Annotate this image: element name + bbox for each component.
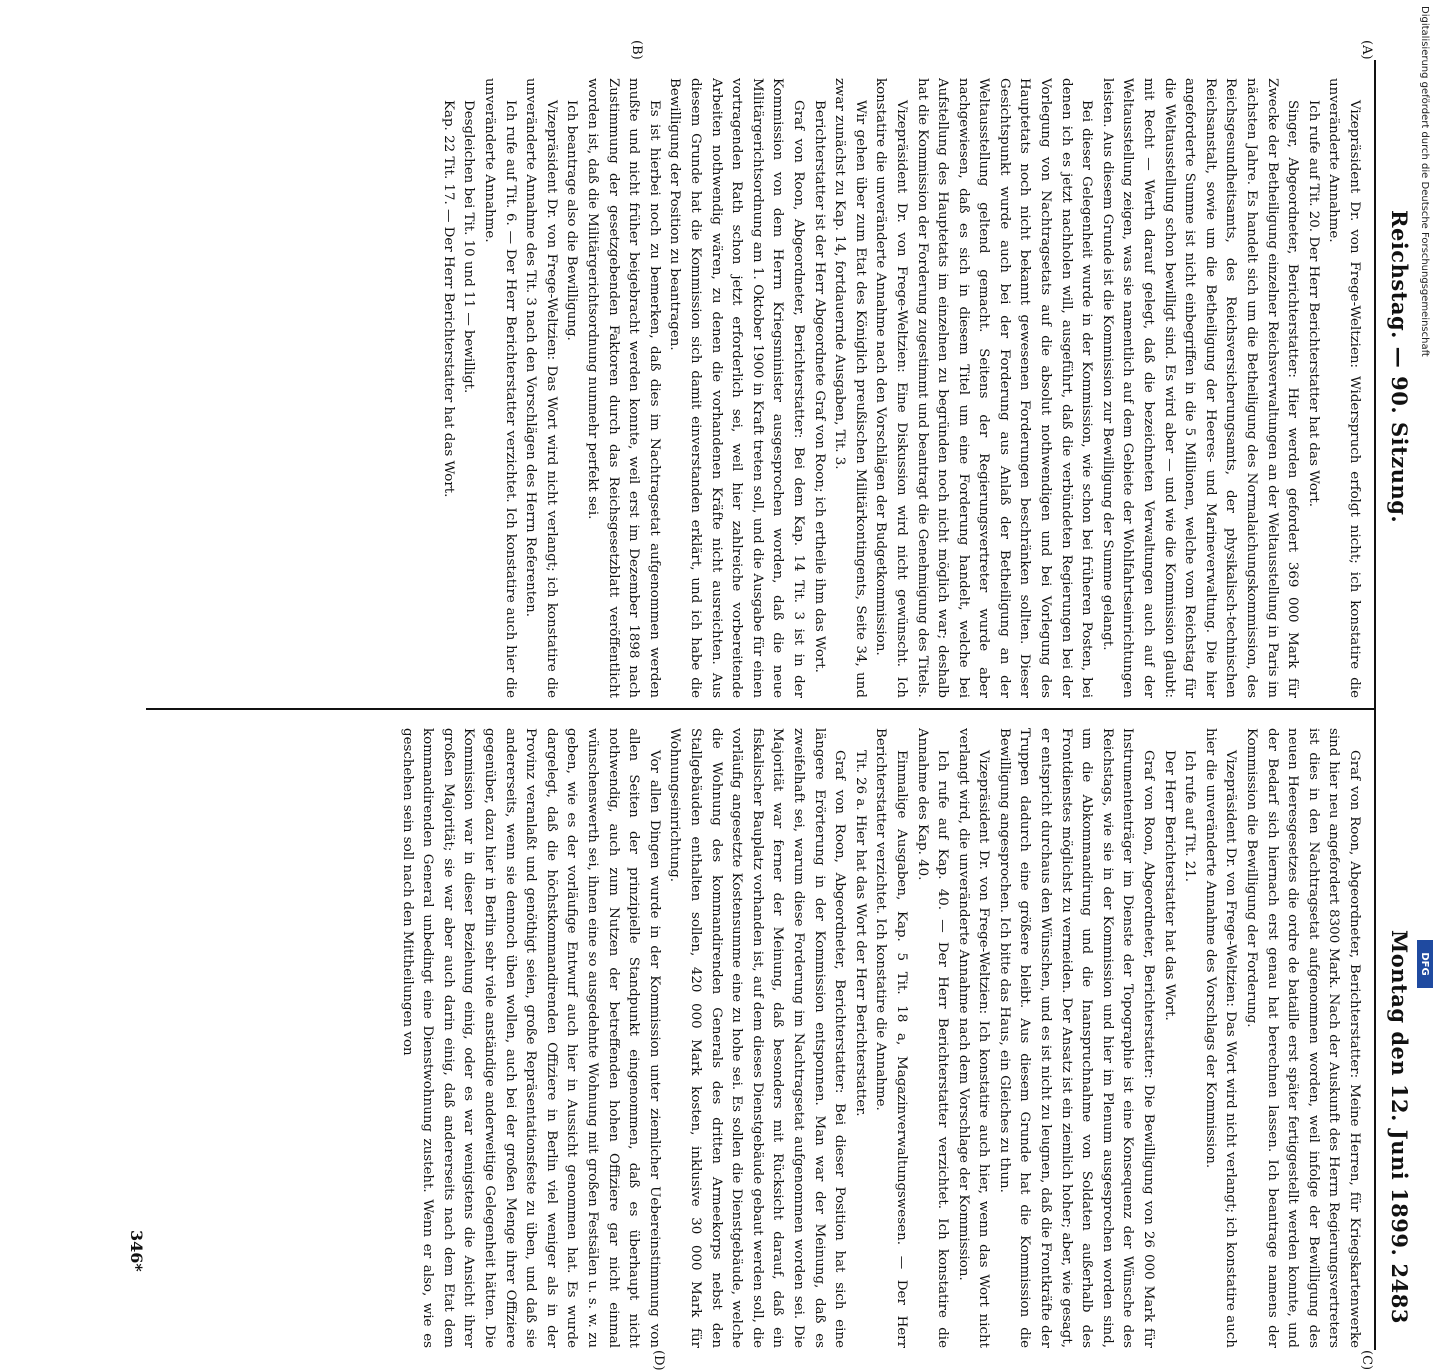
credit-text: Digitalisierung gefördert durch die Deutsche Forschungsgemeinschaft [1419,6,1430,357]
paragraph: Singer, Abgeordneter, Berichterstatter: Hier werden gefordert 369 000 Mark für Zwecke der Betheiligung einzelner Reichsverwaltungen an der Weltausstellung in Paris im nächsten Jahre. Es handelt sich um die Betheiligung des Normalaichungskommission, des Reichsgesundheitsamts, des Reichsversicherungsamts, der physikalisch-technischen Reichsanstalt, sowie um die Betheiligung der Heeres- und Marineverwaltung. Die hier angeforderte Summe ist nicht einbegriffen in die 5 Millionen, welche vom Reichstag für die Weltausstellung schon bewilligt sind. Es wird aber — und wie die Kommission glaubt: mit Recht — Werth darauf gelegt, daß die bezeichneten Verwaltungen auch auf der Weltausstellung zeigen, was sie namentlich auf dem Gebiete der Wohlfahrtseinrichtungen leisten. Aus diesem Grunde ist die Kommission zur Bewilligung der Summe gelangt. [1099,78,1301,698]
paragraph: Vizepräsident Dr. von Frege-Weltzien: Das Wort wird nicht verlangt; ich konstatire auch hier die unveränderte Annahme des Vorschlags der Kommission. [1202,728,1239,1348]
paragraph: Ich rufe auf Tit. 20. Der Herr Berichterstatter hat das Wort. [1305,100,1321,508]
dfg-logo-icon: DFG [1417,940,1433,988]
paragraph: Vor allen Dingen wurde in der Kommission unter ziemlicher Uebereinstimmung von allen Seiten der prinzipielle Standpunkt eingenommen, daß es überhaupt nicht nothwendig, auch zum Nutzen der betreffenden hohen Offiziere gar nicht einmal wünschenswerth sei, ihnen eine so ausgedehnte Wohnung mit großen Festsälen u. s. w. zu geben, wie es der vorläufige Entwurf auch hier in Aussicht genommen hat. Es wurde dargelegt, daß die höchstkommandirenden Offiziere in Berlin viel weniger als in der Provinz veranlaßt und genöthigt seien, große Repräsentationsfeste zu üben, und daß sie andererseits, wenn sie dennoch üben wollen, auch bei der großen Menge ihrer Offiziere gegenüber, dazu hier in Berlin sehr viele anständige anderweitige Gelegenheit hätten. Die Kommission war in dieser Beziehung einig, oder es war wenigstens die Ansicht ihrer großen Majorität; sie war aber auch darin einig, daß andererseits nach dem Etat dem kommandirenden General unbedingt eine Dienstwohnung zusteht. Wenn er also, wie es geschehen sein soll nach den Mittheilungen von [399,728,662,1348]
paragraph: Berichterstatter ist der Herr Abgeordnete Graf von Roon; ich ertheile ihm das Wort. [811,100,827,673]
paragraph: Graf von Roon, Abgeordneter, Berichterstatter: Bei dieser Position hat sich eine längere Erörterung in der Kommission entsponnen. Man war der Meinung, daß es zweifelhaft sei, warum diese Forderung im Nachtragsetat aufgenommen worden sei. Die Majorität war ferner der Meinung, daß besonders mit Rücksicht darauf, daß ein fiskalischer Bauplatz vorhanden ist, auf dem dieses Dienstgebäude gebaut werden soll, die vorläufig angesetzte Kostensumme eine zu hohe sei. Es sollen die Dienstgebäude, welche die Wohnung des kommandirenden Generals des dritten Armeekorps nebst den Stallgebäuden enthalten sollen, 420 000 Mark kosten, inklusive 30 000 Mark für Wohnungseinrichtung. [667,728,848,1348]
paragraph: Der Herr Berichterstatter hat das Wort. [1161,750,1177,1021]
margin-letter-d: (D) [651,1350,666,1371]
running-header [1382,40,1412,1330]
digitization-credit [1414,0,1434,1000]
paragraph: Ich rufe auf Kap. 40. — Der Herr Berichterstatter verzichtet. Ich konstatire die Annahme des Kap. 40. [914,728,951,1348]
paragraph: Graf von Roon, Abgeordneter, Berichterstatter: Die Bewilligung von 26 000 Mark für Instrumententräger im Dienste der Topographie ist eine Konsequenz der Wünsche des Reichstags, wie sie in der Kommission und hier im Plenum ausgesprochen worden sind, um die Abkommandirung und die Inanspruchnahme von Soldaten außerhalb des Frontdienstes möglichst zu vermeiden. Der Ansatz ist ein ziemlich hoher; aber, wie gesagt, er entspricht durchaus den Wünschen, und es ist nicht zu leugnen, daß die Frontkräfte der Truppen dadurch eine größere bleibt. Aus diesem Grunde hat die Kommission die Bewilligung angesprochen. Ich bitte das Haus, ein Gleiches zu thun. [996,728,1157,1348]
header-rule [1374,60,1376,1350]
paragraph: Graf von Roon, Abgeordneter, Berichterstatter: Bei dem Kap. 14 Tit. 3 ist in der Kommission von dem Herrn Kriegsminister ausgesprochen worden, daß die neue Militärgerichtsordnung am 1. Oktober 1900 in Kraft treten soll, und die Ausgabe für einen vortragenden Rath schon jetzt erforderlich sei, weil hier zahlreiche vorbereitende Arbeiten nothwendig wären, zu denen die vorhandenen Kräfte nicht ausreichten. Aus diesem Grunde hat die Kommission sich damit einverstanden erklärt, und ich habe die Bewilligung der Position zu beantragen. [667,78,806,698]
paragraph: Es ist hierbei noch zu bemerken, daß dies im Nachtragsetat aufgenommen werden mußte und nicht früher beigebracht werden konnte, weil erst im Dezember 1898 nach Zustimmung der gesetzgebenden Faktoren durch das Reichsgesetzblatt veröffentlicht worden ist, daß die Militärgerichtsordnung nunmehr perfekt sei. [585,78,662,698]
paragraph: Vizepräsident Dr. von Frege-Weltzien: Widerspruch erfolgt nicht; ich konstatire die unveränderte Annahme. [1326,78,1362,698]
margin-letter-c: (C) [1359,1350,1374,1371]
margin-letter-b: (B) [629,40,644,60]
printer-signature-mark: 346* [127,1230,146,1272]
paragraph: Kap. 22 Tit. 17. — Der Herr Berichterstatter hat das Wort. [440,100,456,498]
paragraph: Ich beantrage also die Bewilligung. [564,100,580,341]
paragraph: Graf von Roon, Abgeordneter, Berichterstatter: Meine Herren, für Kriegskartenwerke sind hier neu angefordert 8300 Mark. Nach der Auskunft des Herrn Regierungsvertreters ist dies in den Nachtragsetat aufgenommen worden, weil infolge der Bewilligung des neuen Heeresgesetzes die ordre de bataille erst später fertiggestellt werden konnte, und der Bedarf sich hiernach erst genau hat berechnen lassen. Ich beantrage namens der Kommission die Bewilligung der Forderung. [1244,728,1362,1348]
text-column-right [134,728,1364,1348]
paragraph: Ich rufe auf Tit. 6. — Der Herr Berichterstatter verzichtet. Ich konstatire auch hier die unveränderte Annahme. [482,78,518,698]
header-right-date: Montag den 12. Juni 1899. [1387,930,1412,1257]
page-number: 2483 [1387,1263,1412,1324]
paragraph: Vizepräsident Dr. von Frege-Weltzien: Ich konstatire auch hier, wenn das Wort nicht verlangt wird, die unveränderte Annahme nach dem Vorschlage der Kommission. [955,728,992,1348]
paragraph: Desgleichen bei Tit. 10 und 11 — bewilligt. [461,100,477,394]
text-column-left [134,78,1364,698]
paragraph: Ich rufe auf Tit. 21. [1182,750,1198,883]
margin-letter-a: (A) [1359,40,1374,60]
paragraph: Tit. 26 a. Hier hat das Wort der Herr Berichterstatter. [852,750,868,1117]
paragraph: Vizepräsident Dr. von Frege-Weltzien: Eine Diskussion wird nicht gewünscht. Ich konstatire die unveränderte Annahme nach den Vorschlägen der Budgetkommission. [873,78,909,698]
paragraph: Bei dieser Gelegenheit wurde in der Kommission, wie schon bei früheren Posten, bei denen ich es jetzt nachholen will, ausgeführt, daß die verbündeten Regierungen bei der Vorlegung von Nachtragsetats auf die absolut nothwendigen und bei Vorlegung des Hauptetats noch nicht bekannt gewesenen Forderungen beschränken sollten. Dieser Gesichtspunkt wurde auch bei der Forderung aus Anlaß der Betheiligung an der Weltausstellung geltend gemacht. Seitens der Regierungsvertreter wurde aber nachgewiesen, daß es sich in diesem Titel um eine Forderung handelt, welche bei Aufstellung des Hauptetats im einzelnen zu begründen noch nicht möglich war; deshalb hat die Kommission der Forderung zugestimmt und beantragt die Genehmigung des Titels. [914,78,1095,698]
paragraph: Vizepräsident Dr. von Frege-Weltzien: Das Wort wird nicht verlangt; ich konstatire die unveränderte Annahme des Tit. 3 nach den Vorschlägen des Herrn Referenten. [523,78,559,698]
header-left-title: Reichstag. — 90. Sitzung. [1387,210,1412,524]
column-divider [146,708,1376,710]
paragraph: Einmalige Ausgaben, Kap. 5 Tit. 18 a, Magazinverwaltungswesen. — Der Herr Berichterstatter verzichtet. Ich konstatire die Annahme. [873,728,909,1348]
paragraph: Wir gehen über zum Etat des Königlich preußischen Militärkontingents, Seite 34, und zwar zunächst zu Kap. 14, fortdauernde Ausgaben, Tit. 3. [832,78,868,698]
